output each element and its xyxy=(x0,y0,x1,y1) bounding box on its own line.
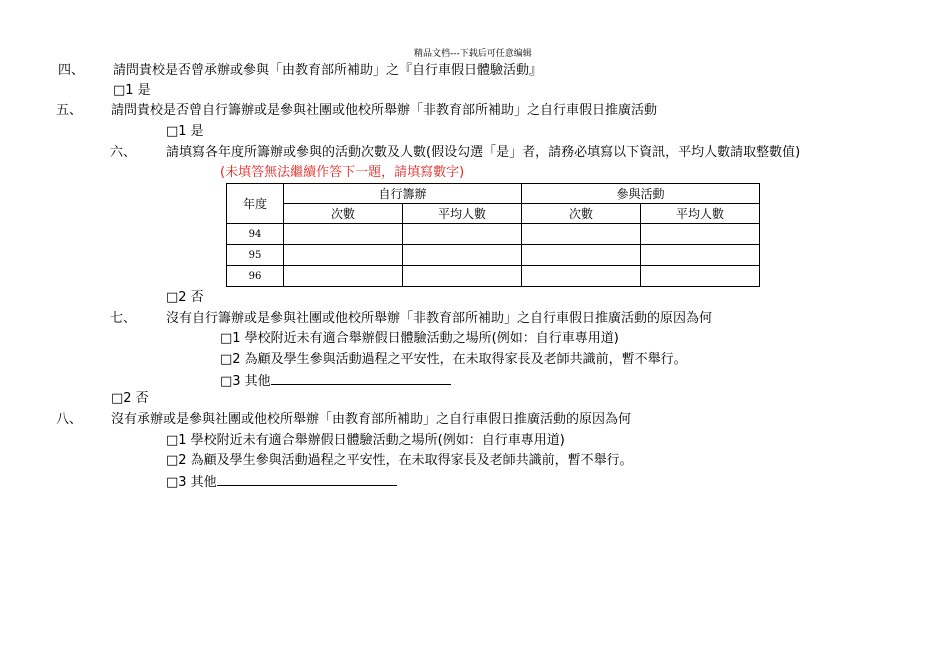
q5-number: 五、 xyxy=(56,103,83,118)
q6-text: 請填寫各年度所籌辦或參與的活動次數及人數(假设勾選「是」者，請務必填寫以下資訊，平均人數請取整數值) xyxy=(166,145,801,160)
part-avg-header: 平均人數 xyxy=(641,204,760,224)
q4-option-yes[interactable]: □1 是 xyxy=(113,83,151,98)
page-header: 精品文档---下载后可任意编辑 xyxy=(414,49,532,59)
q8-option-2[interactable]: □2 為顧及學生參與活動過程之平安性，在未取得家長及老師共識前，暫不舉行。 xyxy=(166,453,633,468)
year-cell: 95 xyxy=(227,245,284,266)
q7-option-3-label: □3 其他 xyxy=(220,374,271,389)
self-count-cell[interactable] xyxy=(284,266,403,287)
q7-other-blank[interactable] xyxy=(271,372,451,385)
self-count-cell[interactable] xyxy=(284,245,403,266)
q7-option-3[interactable] xyxy=(220,372,451,390)
q5-option-no[interactable]: □2 否 xyxy=(166,290,204,305)
self-organized-header: 自行籌辦 xyxy=(284,184,522,204)
q7-option-2[interactable]: □2 為顧及學生參與活動過程之平安性，在未取得家長及老師共識前，暫不舉行。 xyxy=(220,352,687,367)
year-header: 年度 xyxy=(227,184,284,224)
self-avg-cell[interactable] xyxy=(403,266,522,287)
self-avg-cell[interactable] xyxy=(403,245,522,266)
q4-option-no[interactable]: □2 否 xyxy=(111,391,149,406)
q7-option-1[interactable]: □1 學校附近未有適合舉辦假日體驗活動之場所(例如：自行車專用道) xyxy=(220,331,619,346)
q8-option-3-label: □3 其他 xyxy=(166,475,217,490)
part-avg-cell[interactable] xyxy=(641,245,760,266)
self-avg-cell[interactable] xyxy=(403,224,522,245)
year-cell: 94 xyxy=(227,224,284,245)
part-count-header: 次數 xyxy=(522,204,641,224)
self-count-header: 次數 xyxy=(284,204,403,224)
q8-option-3[interactable] xyxy=(166,473,397,491)
year-cell: 96 xyxy=(227,266,284,287)
part-count-cell[interactable] xyxy=(522,224,641,245)
q8-number: 八、 xyxy=(56,412,83,427)
table-row xyxy=(227,245,760,266)
q8-option-1[interactable]: □1 學校附近未有適合舉辦假日體驗活動之場所(例如：自行車專用道) xyxy=(166,433,565,448)
activity-table xyxy=(226,183,760,287)
participated-header: 參與活動 xyxy=(522,184,760,204)
q6-warning: (未填答無法繼續作答下一題，請填寫數字) xyxy=(220,165,465,180)
q7-text: 沒有自行籌辦或是參與社團或他校所舉辦「非教育部所補助」之自行車假日推廣活動的原因為何 xyxy=(166,311,713,326)
part-count-cell[interactable] xyxy=(522,245,641,266)
q4-text: 請問貴校是否曾承辦或參與「由教育部所補助」之『自行車假日體驗活動』 xyxy=(113,63,543,78)
self-avg-header: 平均人數 xyxy=(403,204,522,224)
q8-text: 沒有承辦或是參與社團或他校所舉辦「由教育部所補助」之自行車假日推廣活動的原因為何 xyxy=(111,412,632,427)
part-avg-cell[interactable] xyxy=(641,224,760,245)
q5-option-yes[interactable]: □1 是 xyxy=(166,124,204,139)
q5-text: 請問貴校是否曾自行籌辦或是參與社團或他校所舉辦「非教育部所補助」之自行車假日推廣活動 xyxy=(111,103,658,118)
part-avg-cell[interactable] xyxy=(641,266,760,287)
q4-number: 四、 xyxy=(58,63,85,78)
table-row xyxy=(227,266,760,287)
q6-number: 六、 xyxy=(110,145,137,160)
q8-other-blank[interactable] xyxy=(217,473,397,486)
self-count-cell[interactable] xyxy=(284,224,403,245)
part-count-cell[interactable] xyxy=(522,266,641,287)
table-row xyxy=(227,224,760,245)
q7-number: 七、 xyxy=(110,311,137,326)
